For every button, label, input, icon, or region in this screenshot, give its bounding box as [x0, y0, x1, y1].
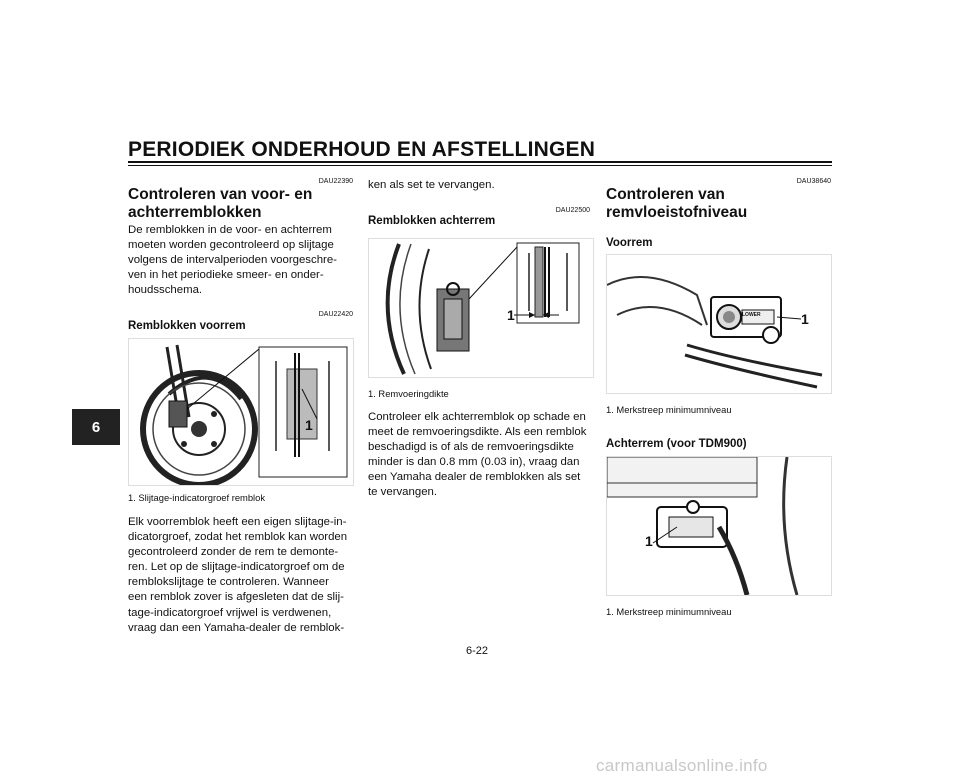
- heading-line: achterremblokken: [128, 204, 262, 221]
- rear-brake-paragraph: [368, 410, 593, 501]
- figure-rear-brake-pads: [368, 238, 594, 378]
- lower-mark-label: LOWER: [742, 312, 761, 318]
- section-code: DAU22420: [318, 311, 353, 318]
- text-line: te vervangen.: [368, 486, 438, 499]
- text-line: vraag dan een Yamaha-dealer de remblok-: [128, 621, 345, 634]
- front-reservoir-illustration: [607, 255, 831, 393]
- header-rule: [128, 161, 832, 163]
- text-line: De remblokken in de voor- en achterrem: [128, 224, 332, 236]
- figure-rear-reservoir: [606, 456, 832, 596]
- figure-callout-label: 1: [507, 307, 515, 323]
- text-line: een remblok zover is afgesleten dat de slij-: [128, 591, 344, 604]
- text-line: Elk voorremblok heeft een eigen slijtage-in-: [128, 516, 347, 528]
- text-line: remblokslijtage te controleren. Wanneer: [128, 576, 329, 589]
- text-line: gecontroleerd zonder de rem te demonte-: [128, 546, 339, 559]
- text-line: tage-indicatorgroef vrijwel is verdwenen,: [128, 606, 332, 619]
- heading-line: Controleren van: [606, 186, 725, 203]
- text-line: een Yamaha dealer de remblokken als set: [368, 471, 581, 484]
- subheading-front-brake: Remblokken voorrem: [128, 320, 246, 332]
- text-line: Controleer elk achterremblok op schade en: [368, 411, 586, 423]
- subheading-front: Voorrem: [606, 237, 653, 249]
- watermark: carmanualsonline.info: [596, 756, 768, 775]
- figure-callout-label: 1: [801, 311, 809, 327]
- chapter-tab: 6: [72, 409, 120, 445]
- figure-front-brake-pads: [128, 338, 354, 486]
- heading-line: remvloeistofniveau: [606, 204, 748, 221]
- front-wheel-illustration: [129, 339, 353, 485]
- text-line: moeten worden gecontroleerd op slijtage: [128, 239, 334, 252]
- text-line: dicatorgroef, zodat het remblok kan worden: [128, 531, 348, 544]
- text-line: volgens de intervalperioden voorgeschre-: [128, 254, 337, 267]
- figure-caption: 1. Remvoeringdikte: [368, 388, 449, 399]
- figure-callout-label: 1: [305, 417, 313, 433]
- subheading-rear: Achterrem (voor TDM900): [606, 438, 747, 450]
- figure-callout-label: 1: [645, 533, 653, 549]
- rear-brake-illustration: [369, 239, 593, 377]
- text-line: ren. Let op de slijtage-indicatorgroef om de: [128, 561, 345, 574]
- section-heading-brake-pads: [128, 186, 358, 222]
- text-line: meet de remvoeringsdikte. Als een remblok: [368, 426, 587, 439]
- continued-line: ken als set te vervangen.: [368, 179, 495, 191]
- section-code: DAU38640: [796, 178, 831, 185]
- section-heading-brake-fluid: [606, 186, 836, 222]
- text-line: ven in het periodieke smeer- en onder-: [128, 269, 324, 282]
- section-code: DAU22390: [318, 178, 353, 185]
- heading-line: Controleren van voor- en: [128, 186, 313, 203]
- figure-front-reservoir: [606, 254, 832, 394]
- page-number: 6-22: [466, 645, 489, 657]
- figure-caption: 1. Merkstreep minimumniveau: [606, 404, 732, 415]
- figure-caption: 1. Slijtage-indicatorgroef remblok: [128, 492, 266, 503]
- front-brake-paragraph: [128, 515, 353, 636]
- rear-reservoir-illustration: [607, 457, 831, 595]
- intro-paragraph: [128, 223, 353, 298]
- text-line: houdsschema.: [128, 284, 203, 297]
- section-code: DAU22500: [555, 207, 590, 214]
- subheading-rear-brake: Remblokken achterrem: [368, 215, 496, 227]
- header-rule-thin: [128, 165, 832, 166]
- text-line: beschadigd is of als de remvoeringsdikte: [368, 441, 574, 454]
- page-title: PERIODIEK ONDERHOUD EN AFSTELLINGEN: [128, 138, 596, 161]
- text-line: minder is dan 0.8 mm (0.03 in), vraag dan: [368, 456, 580, 469]
- figure-caption: 1. Merkstreep minimumniveau: [606, 606, 732, 617]
